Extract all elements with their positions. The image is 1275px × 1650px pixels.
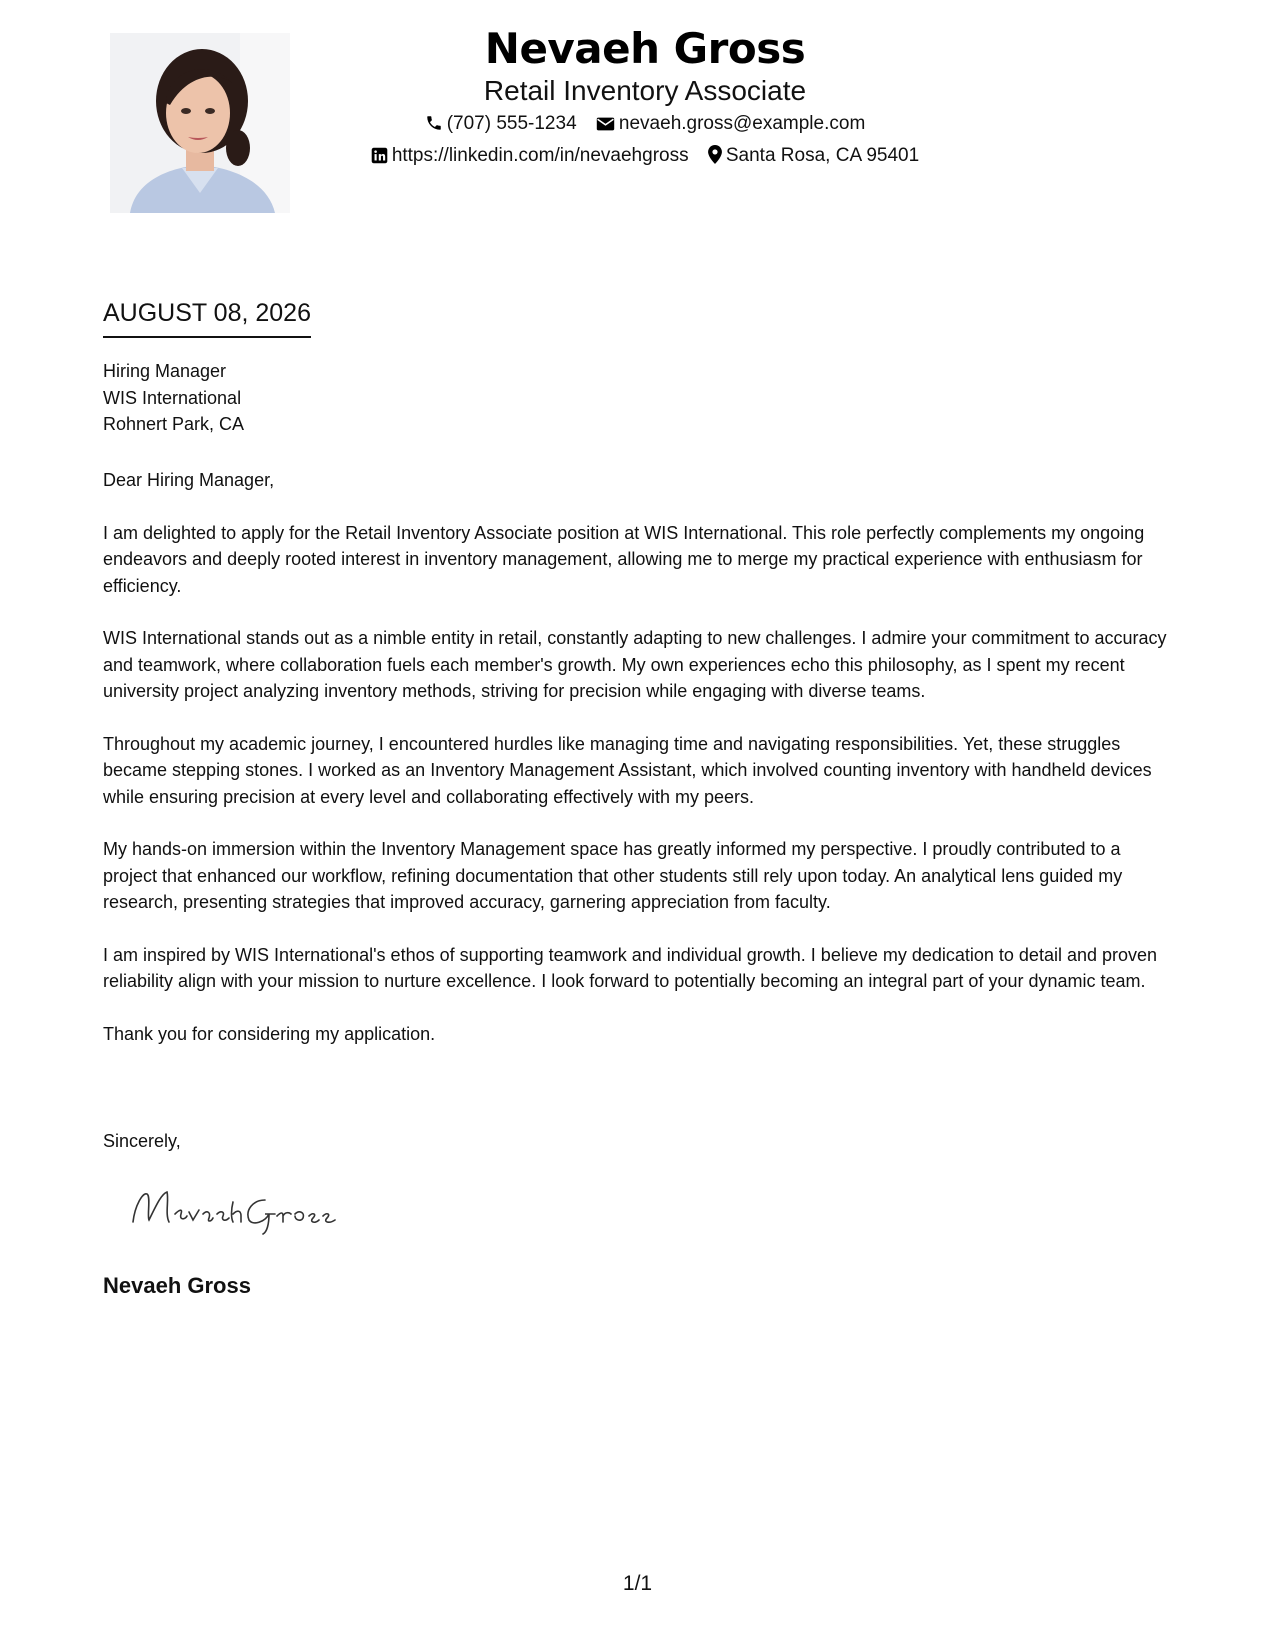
- paragraph-6: Thank you for considering my application.: [103, 1023, 436, 1044]
- page-number: 1/1: [622, 1572, 653, 1595]
- applicant-role: Retail Inventory Associate: [483, 75, 807, 106]
- contact-row-2: [300, 140, 990, 172]
- envelope-icon: [596, 116, 615, 132]
- email-contact[interactable]: [596, 108, 865, 140]
- recipient-block: [103, 358, 244, 438]
- linkedin-contact[interactable]: [371, 140, 689, 172]
- email-text[interactable]: nevaeh.gross@example.com: [618, 113, 866, 134]
- phone-contact: [425, 108, 577, 140]
- paragraph-5: I am inspired by WIS International's ethos of supporting teamwork and individual growth. I believe my dedication to detail and proven reliability align with your mission to nurture excellence. I look forward to potentially becoming an integral part of your dynamic team.: [103, 944, 1158, 991]
- recipient-location: Rohnert Park, CA: [103, 414, 245, 434]
- paragraph-2: WIS International stands out as a nimble entity in retail, constantly adapting to new challenges. I admire your commitment to accuracy and teamwork, where collaboration fuels each member's growth. My own experiences echo this philosophy, as I spent my recent university project analyzing inventory methods, striving for precision while engaging with diverse teams.: [103, 628, 1167, 701]
- linkedin-text[interactable]: https://linkedin.com/in/nevaehgross: [391, 145, 689, 167]
- letter-header: [300, 20, 990, 172]
- closing: Sincerely,: [103, 1131, 181, 1151]
- phone-icon: [425, 114, 443, 132]
- applicant-name: Nevaeh Gross: [484, 24, 806, 73]
- phone-text: (707) 555-1234: [446, 113, 577, 134]
- contact-row-1: [300, 108, 990, 140]
- portrait-image: [110, 33, 290, 213]
- recipient-company: WIS International: [103, 387, 242, 408]
- location-contact: [708, 140, 919, 172]
- profile-photo: [110, 33, 290, 213]
- location-text: Santa Rosa, CA 95401: [725, 145, 920, 167]
- paragraph-4: My hands-on immersion within the Inventory Management space has greatly informed my perspective. I proudly contributed to a project that enhanced our workflow, refining documentation that other students still rely upon today. An analytical lens guided my research, presenting strategies that improved accuracy, garnering appreciation from faculty.: [103, 839, 1123, 912]
- paragraph-3: Throughout my academic journey, I encountered hurdles like managing time and navigating responsibilities. Yet, these struggles became stepping stones. I worked as an Inventory Management Assistant, which involved counting inventory with handheld devices while ensuring precision at every level and collaborating effectively with my peers.: [103, 733, 1152, 807]
- recipient-title: Hiring Manager: [103, 361, 227, 381]
- signed-name: Nevaeh Gross: [103, 1273, 251, 1298]
- letter-body: [103, 467, 1178, 1073]
- salutation: Dear Hiring Manager,: [103, 470, 275, 490]
- map-pin-icon: [708, 145, 722, 164]
- letter-date: AUGUST 08, 2026: [103, 298, 311, 338]
- paragraph-1: I am delighted to apply for the Retail Inventory Associate position at WIS International. This role perfectly complements my ongoing endeavors and deeply rooted interest in inventory management, allowing me to merge my practical experience with enthusiasm for efficiency.: [103, 522, 1145, 596]
- handwritten-signature: [125, 1180, 355, 1240]
- linkedin-icon: [371, 147, 388, 164]
